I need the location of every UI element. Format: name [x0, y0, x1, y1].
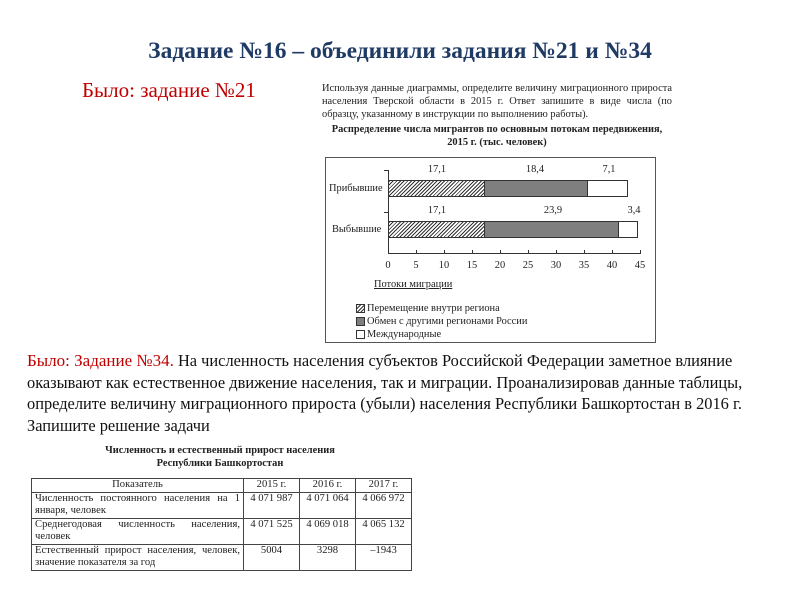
header-2016: 2016 г.: [300, 479, 356, 493]
bar-arrived-international: [587, 180, 628, 197]
task21-text: Используя данные диаграммы, определите величину миграционного прироста населения Тверской области в 2015 г. Ответ запишите в виде числа (по образцу, указанному в инструкции по выполнению работы).: [322, 83, 672, 120]
cell-value: 4 071 064: [300, 492, 356, 518]
cell-value: 4 065 132: [356, 518, 412, 544]
task34-text: На численность населения субъектов Российской Федерации заметное влияние оказывают как естественное движение населения, так и миграции. Проанализировав данные таблицы, определите величину миграционного прироста (убыли) населения Республики Башкортостан в 2016 г. Запишите решение задачи: [27, 351, 743, 435]
cell-value: 3298: [300, 544, 356, 570]
table-header-row: [32, 479, 412, 493]
row-label: Среднегодовая численность населения, человек: [32, 518, 244, 544]
x-tick-label: 25: [522, 260, 534, 271]
y-axis-tick: [384, 170, 388, 171]
value-label: 7,1: [602, 164, 616, 175]
legend-item-interregional: [356, 316, 527, 327]
bar-arrived-within-region: [388, 180, 485, 197]
table-row: [32, 492, 412, 518]
value-label: 17,1: [427, 164, 447, 175]
x-axis: [388, 253, 641, 254]
cell-value: –1943: [356, 544, 412, 570]
cell-value: 4 069 018: [300, 518, 356, 544]
x-tick-label: 15: [466, 260, 478, 271]
table-title: [60, 445, 380, 470]
x-tick-label: 20: [494, 260, 506, 271]
chart-title: Распределение числа мигрантов по основным потокам передвижения, 2015 г. (тыс. человек): [331, 124, 663, 148]
row-label: Численность постоянного населения на 1 января, человек: [32, 492, 244, 518]
category-label-arrived: Прибывшие: [329, 183, 383, 194]
slide-title: Задание №16 – объединили задания №21 и №34: [148, 38, 652, 64]
bar-departed-within-region: [388, 221, 485, 238]
row-label: Естественный прирост населения, человек, значение показателя за год: [32, 544, 244, 570]
gray-swatch-icon: [356, 317, 365, 326]
hatched-swatch-icon: [356, 304, 365, 313]
x-tick: [612, 250, 613, 254]
legend-title: Потоки миграции: [374, 279, 453, 290]
x-tick: [528, 250, 529, 254]
cell-value: 4 071 525: [244, 518, 300, 544]
legend-label: Обмен с другими регионами России: [367, 316, 528, 327]
x-tick-label: 5: [413, 260, 419, 271]
bar-departed-international: [618, 221, 638, 238]
x-tick-label: 10: [438, 260, 450, 271]
category-label-departed: Выбывшие: [332, 224, 382, 235]
header-indicator: Показатель: [32, 479, 244, 493]
white-swatch-icon: [356, 330, 365, 339]
value-label: 18,4: [525, 164, 545, 175]
table-title-line1: Численность и естественный прирост населения: [105, 445, 335, 456]
x-tick-label: 40: [606, 260, 618, 271]
population-table: [31, 478, 412, 571]
header-2015: 2015 г.: [244, 479, 300, 493]
cell-value: 4 071 987: [244, 492, 300, 518]
x-tick: [556, 250, 557, 254]
x-tick: [584, 250, 585, 254]
header-2017: 2017 г.: [356, 479, 412, 493]
bar-arrived-interregional: [484, 180, 588, 197]
x-tick: [388, 250, 389, 254]
table-row: [32, 544, 412, 570]
x-tick: [500, 250, 501, 254]
value-label: 23,9: [543, 205, 563, 216]
table-title-line2: Республики Башкортостан: [156, 457, 284, 469]
x-tick-label: 45: [634, 260, 646, 271]
was-task21-label: Было: задание №21: [82, 78, 256, 102]
value-label: 3,4: [627, 205, 641, 216]
table-row: [32, 518, 412, 544]
x-tick-label: 30: [550, 260, 562, 271]
y-axis-tick: [384, 212, 388, 213]
task34-paragraph: [27, 350, 787, 436]
legend-label: Перемещение внутри региона: [367, 303, 500, 314]
legend-item-within-region: [356, 303, 500, 314]
legend-label: Международные: [367, 329, 442, 340]
cell-value: 5004: [244, 544, 300, 570]
x-tick: [416, 250, 417, 254]
cell-value: 4 066 972: [356, 492, 412, 518]
x-tick-label: 0: [385, 260, 391, 271]
value-label: 17,1: [427, 205, 447, 216]
migration-chart: [325, 157, 656, 343]
x-tick: [640, 250, 641, 254]
x-tick: [472, 250, 473, 254]
x-tick: [444, 250, 445, 254]
was-task34-label: Было: Задание №34.: [27, 351, 174, 370]
legend-item-international: [356, 329, 441, 340]
x-tick-label: 35: [578, 260, 590, 271]
bar-departed-interregional: [484, 221, 619, 238]
